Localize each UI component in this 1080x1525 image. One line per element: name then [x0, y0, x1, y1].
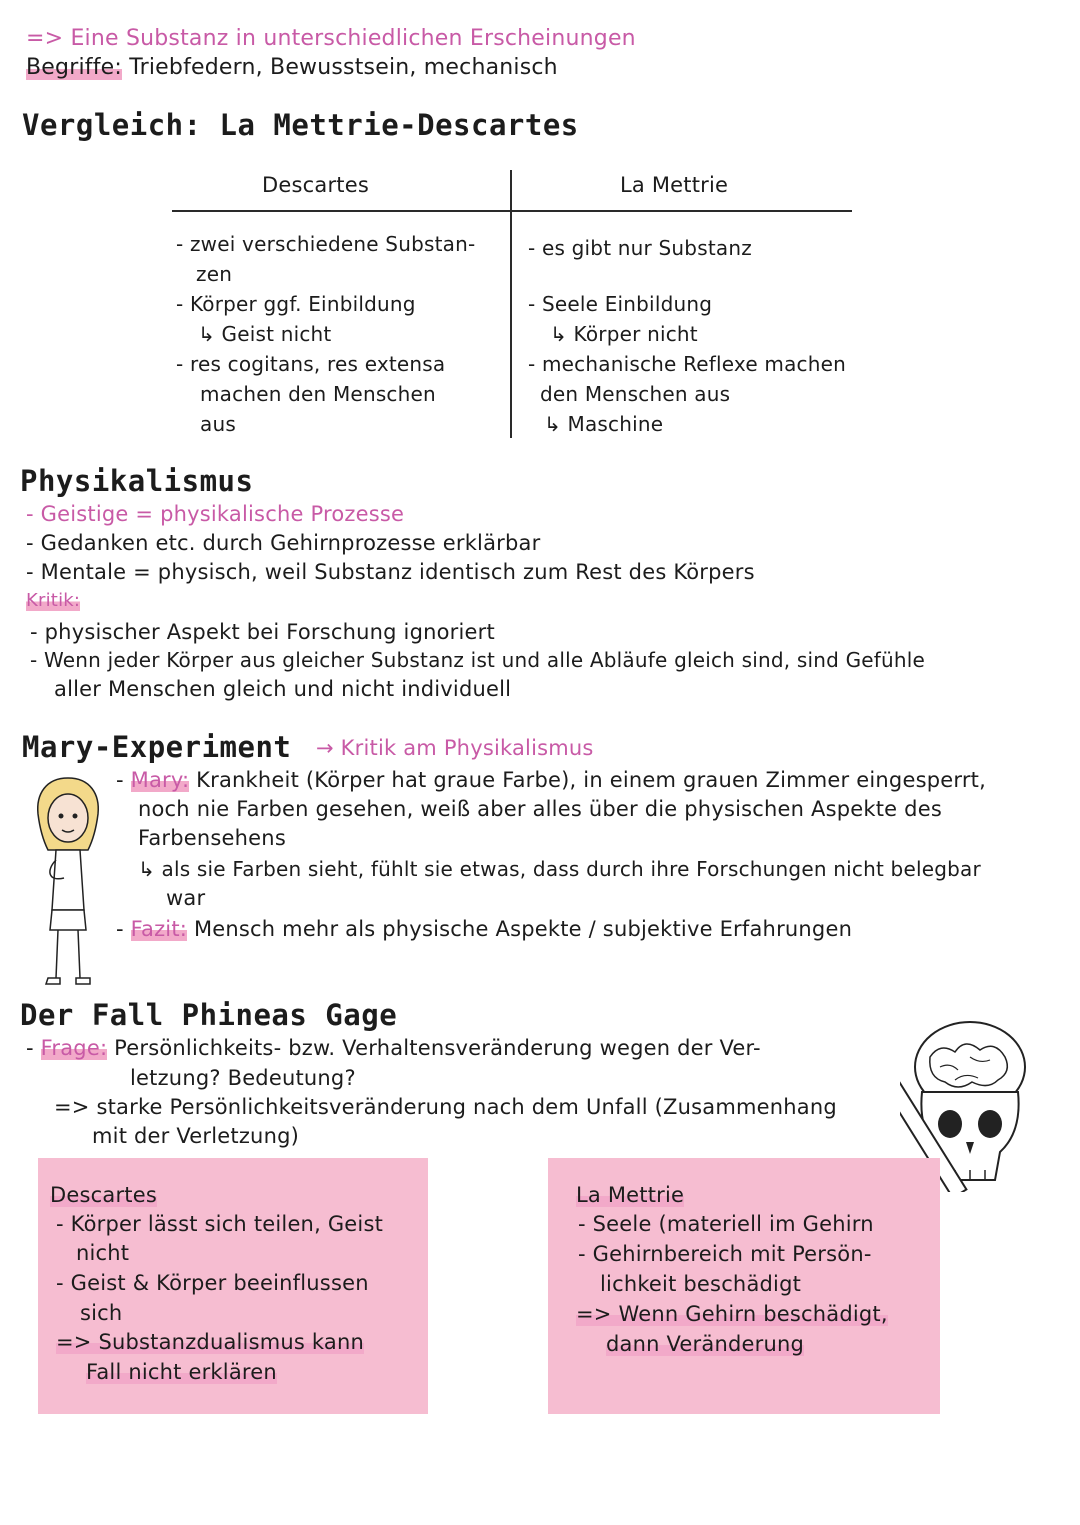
- col1-header: Descartes: [262, 173, 369, 197]
- descartes-note-line: - Körper lässt sich teilen, Geist: [56, 1212, 384, 1236]
- descartes-note-line: - Geist & Körper beeinflussen: [56, 1271, 369, 1295]
- lamettrie-note-line: lichkeit beschädigt: [600, 1272, 802, 1296]
- begriffe-line: [26, 55, 558, 80]
- mary-text-line: ↳ als sie Farben sieht, fühlt sie etwas, dass durch ihre Forschungen nicht belegbar: [138, 857, 981, 881]
- fazit-label: Fazit:: [130, 917, 188, 941]
- mary-text1: Krankheit (Körper hat graue Farbe), in einem grauen Zimmer eingesperrt,: [196, 768, 986, 792]
- col1-line: - zwei verschiedene Substan-: [176, 232, 476, 256]
- col1-line: machen den Menschen: [200, 382, 436, 406]
- physikalismus-point: - Mentale = physisch, weil Substanz identisch zum Rest des Körpers: [26, 560, 755, 584]
- mary-title: Mary-Experiment: [22, 730, 292, 764]
- col1-line: - Körper ggf. Einbildung: [176, 292, 416, 316]
- col2-line: - es gibt nur Substanz: [528, 236, 752, 260]
- descartes-note-line: nicht: [76, 1241, 130, 1265]
- lamettrie-conclusion-2: dann Veränderung: [606, 1332, 804, 1356]
- mary-text-line: - Mary: Krankheit (Körper hat graue Farbe), in einem grauen Zimmer eingesperrt,: [116, 768, 986, 792]
- col2-header: La Mettrie: [620, 173, 729, 197]
- intro-line: => Eine Substanz in unterschiedlichen Erscheinungen: [26, 26, 636, 51]
- lamettrie-note-title-text: La Mettrie: [576, 1183, 685, 1207]
- col1-line: aus: [200, 412, 236, 436]
- physikalismus-point: - Gedanken etc. durch Gehirnprozesse erklärbar: [26, 531, 541, 555]
- col2-line: ↳ Maschine: [544, 412, 664, 436]
- col2-line: - mechanische Reflexe machen: [528, 352, 847, 376]
- kritik-point: - physischer Aspekt bei Forschung ignoriert: [30, 620, 495, 644]
- col2-line: den Menschen aus: [540, 382, 731, 406]
- mary-text-line: Farbensehens: [138, 826, 286, 850]
- mary-text-line: war: [166, 886, 206, 910]
- mary-illustration: [18, 770, 118, 990]
- table-column-divider: [510, 170, 512, 438]
- descartes-note-line: sich: [80, 1301, 123, 1325]
- frage-text: Persönlichkeits- bzw. Verhaltensveränderung wegen der Ver-: [114, 1036, 761, 1060]
- mary-label: Mary:: [130, 768, 190, 792]
- kritik-label-text: Kritik:: [26, 590, 81, 611]
- col2-line: - Seele Einbildung: [528, 292, 713, 316]
- descartes-note-line: [86, 1360, 277, 1384]
- lamettrie-conclusion-1: => Wenn Gehirn beschädigt,: [576, 1302, 888, 1326]
- descartes-conclusion-2: Fall nicht erklären: [86, 1360, 277, 1384]
- physikalismus-point: - Geistige = physikalische Prozesse: [26, 502, 405, 526]
- col1-line: zen: [196, 262, 233, 286]
- begriffe-text: Triebfedern, Bewusstsein, mechanisch: [129, 55, 558, 80]
- mary-subtitle: → Kritik am Physikalismus: [316, 736, 594, 760]
- kritik-point: - Wenn jeder Körper aus gleicher Substanz ist und alle Abläufe gleich sind, sind Gefühle: [30, 648, 926, 672]
- descartes-note-line: [56, 1330, 364, 1354]
- col1-line: - res cogitans, res extensa: [176, 352, 446, 376]
- gage-frage-line: letzung? Bedeutung?: [130, 1066, 356, 1090]
- gage-title: Der Fall Phineas Gage: [20, 998, 398, 1032]
- kritik-label: [26, 590, 80, 611]
- descartes-note-title: [50, 1183, 157, 1207]
- gage-frage-line: - Frage: Persönlichkeits- bzw. Verhaltensveränderung wegen der Ver-: [26, 1036, 761, 1060]
- gage-answer-line: mit der Verletzung): [92, 1124, 300, 1148]
- fazit-text: Mensch mehr als physische Aspekte / subjektive Erfahrungen: [193, 917, 853, 941]
- comparison-title: Vergleich: La Mettrie-Descartes: [22, 108, 579, 142]
- descartes-note-title-text: Descartes: [50, 1183, 157, 1207]
- col2-line: ↳ Körper nicht: [550, 322, 698, 346]
- col1-line: ↳ Geist nicht: [198, 322, 332, 346]
- lamettrie-note-line: - Seele (materiell im Gehirn: [578, 1212, 874, 1236]
- frage-label: Frage:: [40, 1036, 108, 1060]
- begriffe-label: Begriffe:: [26, 55, 122, 80]
- lamettrie-note-title: [576, 1183, 684, 1207]
- table-header-rule: [172, 210, 852, 212]
- lamettrie-note-line: [576, 1302, 888, 1326]
- kritik-point-continued: aller Menschen gleich und nicht individuell: [54, 677, 512, 701]
- physikalismus-title: Physikalismus: [20, 464, 254, 498]
- gage-answer-line: => starke Persönlichkeitsveränderung nach dem Unfall (Zusammenhang: [54, 1095, 837, 1119]
- lamettrie-note-line: [606, 1332, 804, 1356]
- descartes-conclusion-1: => Substanzdualismus kann: [56, 1330, 364, 1354]
- mary-fazit: - Fazit: Mensch mehr als physische Aspekte / subjektive Erfahrungen: [116, 917, 853, 941]
- mary-text-line: noch nie Farben gesehen, weiß aber alles über die physischen Aspekte des: [138, 797, 942, 821]
- lamettrie-note-line: - Gehirnbereich mit Persön-: [578, 1242, 872, 1266]
